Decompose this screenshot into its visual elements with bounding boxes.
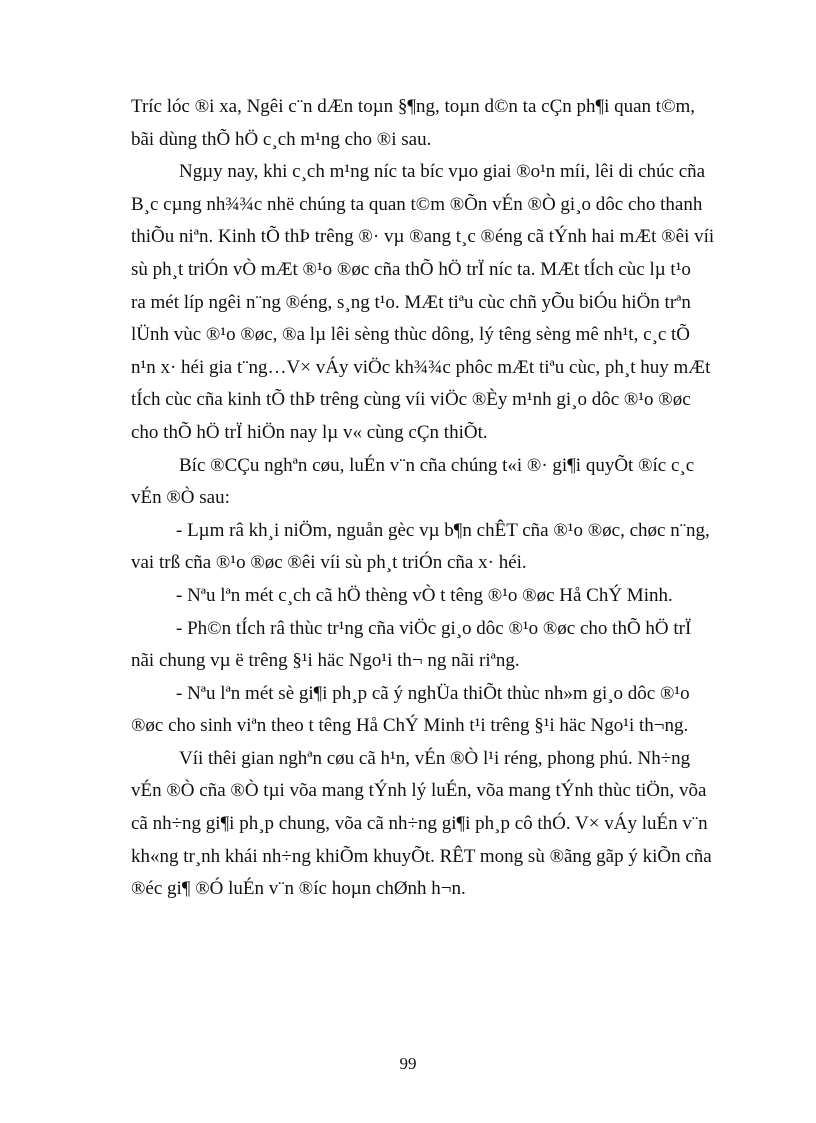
body-text xyxy=(131,91,729,906)
list-item: - Nªu lªn mét sè gi¶i ph¸p cã ý nghÜa thiÕt thùc nh»m gi¸o dôc ®¹o xyxy=(176,682,690,704)
text-line: ®éc gi¶ ®Ó luÉn v¨n ®íc hoµn chØnh h¬n. xyxy=(131,878,466,900)
paragraph-first-line: Bíc ®CÇu nghªn cøu, luÉn v¨n cña chúng t«i ®· gi¶i quyÕt ®íc c¸c xyxy=(179,454,695,476)
page-number: 99 xyxy=(399,1054,417,1073)
list-item: - Ph©n tÍch râ thùc tr¹ng cña viÖc gi¸o dôc ®¹o ®øc cho thÕ hÖ trÏ xyxy=(176,617,692,639)
paragraph-first-line: Víi thêi gian nghªn cøu cã h¹n, vÉn ®Ò l¹i réng, phong phú. Nh÷ng xyxy=(179,747,691,769)
text-line: n¹n x· héi gia t¨ng…V× vÁy viÖc kh¾¾c phôc mÆt tiªu cùc, ph¸t huy mÆt xyxy=(131,356,711,378)
text-line: vÉn ®Ò sau: xyxy=(131,487,230,509)
text-line: tÍch cùc cña kinh tÕ thÞ trêng cùng víi viÖc ®Èy m¹nh gi¸o dôc ®¹o ®øc xyxy=(131,389,691,411)
text-line: kh«ng tr¸nh khái nh÷ng khiÕm khuyÕt. RÊT mong sù ®ãng gãp ý kiÕn cña xyxy=(131,845,712,867)
text-line: ®øc cho sinh viªn theo t têng Hå ChÝ Minh t¹i trêng §¹i häc Ngo¹i th¬ng. xyxy=(131,715,689,737)
text-line: Tríc lóc ®i xa, Ngêi c¨n dÆn toµn §¶ng, toµn d©n ta cÇn ph¶i quan t©m, xyxy=(131,96,696,117)
text-line: thiÕu niªn. Kinh tÕ thÞ trêng ®· vµ ®ang t¸c ®éng cã tÝnh hai mÆt ®êi víi xyxy=(131,226,715,248)
text-line: cho thÕ hÖ trÏ hiÖn nay lµ v« cùng cÇn thiÕt. xyxy=(131,421,488,443)
text-line: sù ph¸t triÓn vÒ mÆt ®¹o ®øc cña thÕ hÖ trÏ níc ta. MÆt tÍch cùc lµ t¹o xyxy=(131,258,691,280)
text-line: B¸c cµng nh¾¾c nhë chúng ta quan t©m ®Õn vÉn ®Ò gi¸o dôc cho thanh xyxy=(131,193,703,215)
text-line: vÉn ®Ò cña ®Ò tµi võa mang tÝnh lý luÉn, võa mang tÝnh thùc tiÖn, võa xyxy=(131,780,707,802)
list-item: - Nªu lªn mét c¸ch cã hÖ thèng vÒ t têng ®¹o ®øc Hå ChÝ Minh. xyxy=(176,584,673,606)
list-item: - Lµm râ kh¸i niÖm, nguån gèc vµ b¶n chÊT cña ®¹o ®øc, chøc n¨ng, xyxy=(176,519,710,541)
text-line: bãi dùng thÕ hÖ c¸ch m¹ng cho ®i sau. xyxy=(131,128,432,150)
text-line: cã nh÷ng gi¶i ph¸p chung, võa cã nh÷ng gi¶i ph¸p cô thÓ. V× vÁy luÉn v¨n xyxy=(131,813,708,835)
text-line: ra mét líp ngêi n¨ng ®éng, s¸ng t¹o. MÆt tiªu cùc chñ yÕu biÓu hiÖn trªn xyxy=(131,291,691,313)
text-line: vai trß cña ®¹o ®øc ®êi víi sù ph¸t triÓn cña x· héi. xyxy=(131,552,527,574)
text-line: lÜnh vùc ®¹o ®øc, ®a lµ lêi sèng thùc dông, lý têng sèng mê nh¹t, c¸c tÕ xyxy=(131,324,691,346)
paragraph-first-line: Ngµy nay, khi c¸ch m¹ng níc ta bíc vµo giai ®o¹n míi, lêi di chúc cña xyxy=(179,161,706,183)
text-line: nãi chung vµ ë trêng §¹i häc Ngo¹i th¬ ng nãi riªng. xyxy=(131,650,520,672)
